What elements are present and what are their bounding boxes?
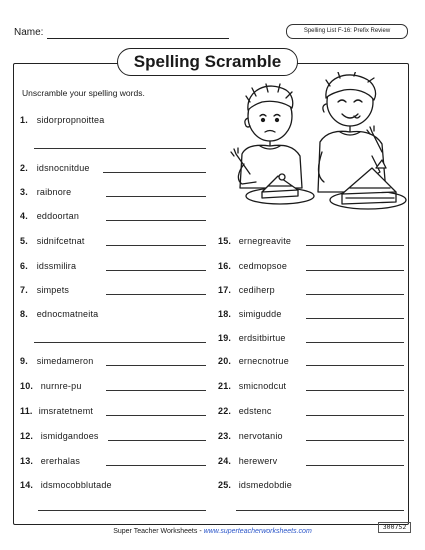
- list-item: [218, 261, 287, 271]
- scrambled-word: ismidgandoes: [40, 431, 99, 441]
- list-item: [218, 406, 272, 416]
- scrambled-word: raibnore: [36, 187, 72, 197]
- scrambled-word: idssmilira: [36, 261, 77, 271]
- answer-line[interactable]: [106, 196, 206, 197]
- scrambled-word: ednocmatneita: [36, 309, 99, 319]
- item-number: 4.: [20, 211, 28, 221]
- kids-eating-cake-illustration: [222, 72, 407, 222]
- list-tag: Spelling List F-16: Prefix Review: [286, 24, 408, 39]
- item-number: 20.: [218, 356, 232, 366]
- scrambled-word: herewerv: [238, 456, 278, 466]
- scrambled-word: nervotanio: [238, 431, 283, 441]
- scrambled-word: eddoortan: [36, 211, 80, 221]
- item-number: 24.: [218, 456, 232, 466]
- answer-line[interactable]: [106, 220, 206, 221]
- scrambled-word: idsnocnitdue: [36, 163, 90, 173]
- answer-line[interactable]: [306, 465, 404, 466]
- list-item: [20, 163, 90, 173]
- item-number: 5.: [20, 236, 28, 246]
- answer-line[interactable]: [306, 390, 404, 391]
- list-item: [20, 406, 93, 416]
- list-item: [20, 431, 99, 441]
- scrambled-word: nurnre-pu: [40, 381, 82, 391]
- list-item: [20, 381, 82, 391]
- list-item: [20, 285, 69, 295]
- answer-line[interactable]: [106, 245, 206, 246]
- answer-line[interactable]: [306, 415, 404, 416]
- list-item: [218, 480, 292, 490]
- item-number: 11.: [20, 406, 33, 416]
- scrambled-word: cediherp: [238, 285, 275, 295]
- answer-line[interactable]: [38, 510, 206, 511]
- scrambled-word: idsmedobdie: [238, 480, 292, 490]
- worksheet-title: Spelling Scramble: [117, 48, 298, 76]
- item-number: 23.: [218, 431, 232, 441]
- list-item: [218, 456, 277, 466]
- list-item: [20, 211, 79, 221]
- answer-line[interactable]: [306, 270, 404, 271]
- item-number: 2.: [20, 163, 28, 173]
- list-item: [218, 356, 289, 366]
- answer-line[interactable]: [108, 440, 206, 441]
- item-number: 6.: [20, 261, 28, 271]
- scrambled-word: imsratetnemt: [38, 406, 94, 416]
- name-line: [47, 38, 229, 39]
- item-number: 12.: [20, 431, 34, 441]
- item-number: 13.: [20, 456, 34, 466]
- instructions: Unscramble your spelling words.: [22, 88, 145, 98]
- scrambled-word: ererhalas: [40, 456, 81, 466]
- item-number: 9.: [20, 356, 28, 366]
- item-number: 21.: [218, 381, 232, 391]
- list-item: [20, 261, 76, 271]
- item-number: 17.: [218, 285, 232, 295]
- answer-line[interactable]: [106, 270, 206, 271]
- footer-brand: Super Teacher Worksheets: [113, 528, 198, 535]
- scrambled-word: erdsitbirtue: [238, 333, 286, 343]
- answer-line[interactable]: [106, 294, 206, 295]
- footer-separator: -: [197, 528, 204, 535]
- scrambled-word: idsmocobblutade: [40, 480, 112, 490]
- list-item: [20, 115, 104, 125]
- item-number: 8.: [20, 309, 28, 319]
- item-number: 16.: [218, 261, 232, 271]
- answer-line[interactable]: [306, 440, 404, 441]
- footer: [0, 528, 425, 535]
- item-number: 7.: [20, 285, 28, 295]
- answer-line[interactable]: [236, 510, 404, 511]
- list-item: [20, 236, 85, 246]
- answer-line[interactable]: [306, 342, 404, 343]
- answer-line[interactable]: [106, 465, 206, 466]
- list-item: [20, 356, 93, 366]
- scrambled-word: simpets: [36, 285, 70, 295]
- scrambled-word: ernecnotrue: [238, 356, 289, 366]
- scrambled-word: simigudde: [238, 309, 282, 319]
- item-number: 1.: [20, 115, 28, 125]
- answer-line[interactable]: [34, 342, 206, 343]
- scrambled-word: sidnifcetnat: [36, 236, 85, 246]
- answer-line[interactable]: [106, 415, 206, 416]
- answer-line[interactable]: [106, 390, 206, 391]
- list-item: [218, 333, 286, 343]
- list-item: [218, 381, 286, 391]
- list-item: [20, 187, 71, 197]
- item-number: 14.: [20, 480, 34, 490]
- answer-line[interactable]: [306, 365, 404, 366]
- list-item: [218, 236, 291, 246]
- item-number: 18.: [218, 309, 232, 319]
- answer-line[interactable]: [103, 172, 206, 173]
- scrambled-word: cedmopsoe: [238, 261, 288, 271]
- item-number: 15.: [218, 236, 232, 246]
- name-label: Name:: [14, 27, 44, 38]
- answer-line[interactable]: [34, 148, 206, 149]
- item-number: 25.: [218, 480, 232, 490]
- scrambled-word: edstenc: [238, 406, 272, 416]
- scrambled-word: smicnodcut: [238, 381, 287, 391]
- list-item: [218, 285, 275, 295]
- list-item: [20, 309, 98, 319]
- answer-line[interactable]: [106, 365, 206, 366]
- list-item: [218, 431, 283, 441]
- worksheet-code: 300752: [378, 522, 411, 533]
- item-number: 3.: [20, 187, 28, 197]
- footer-link[interactable]: www.superteacherworksheets.com: [203, 528, 312, 535]
- item-number: 22.: [218, 406, 232, 416]
- answer-line[interactable]: [306, 318, 404, 319]
- scrambled-word: sidorpropnoittea: [36, 115, 105, 125]
- scrambled-word: ernegreavite: [238, 236, 292, 246]
- item-number: 19.: [218, 333, 232, 343]
- answer-line[interactable]: [306, 245, 404, 246]
- list-item: [20, 456, 80, 466]
- item-number: 10.: [20, 381, 34, 391]
- list-item: [20, 480, 112, 490]
- answer-line[interactable]: [306, 294, 404, 295]
- scrambled-word: simedameron: [36, 356, 94, 366]
- list-item: [218, 309, 282, 319]
